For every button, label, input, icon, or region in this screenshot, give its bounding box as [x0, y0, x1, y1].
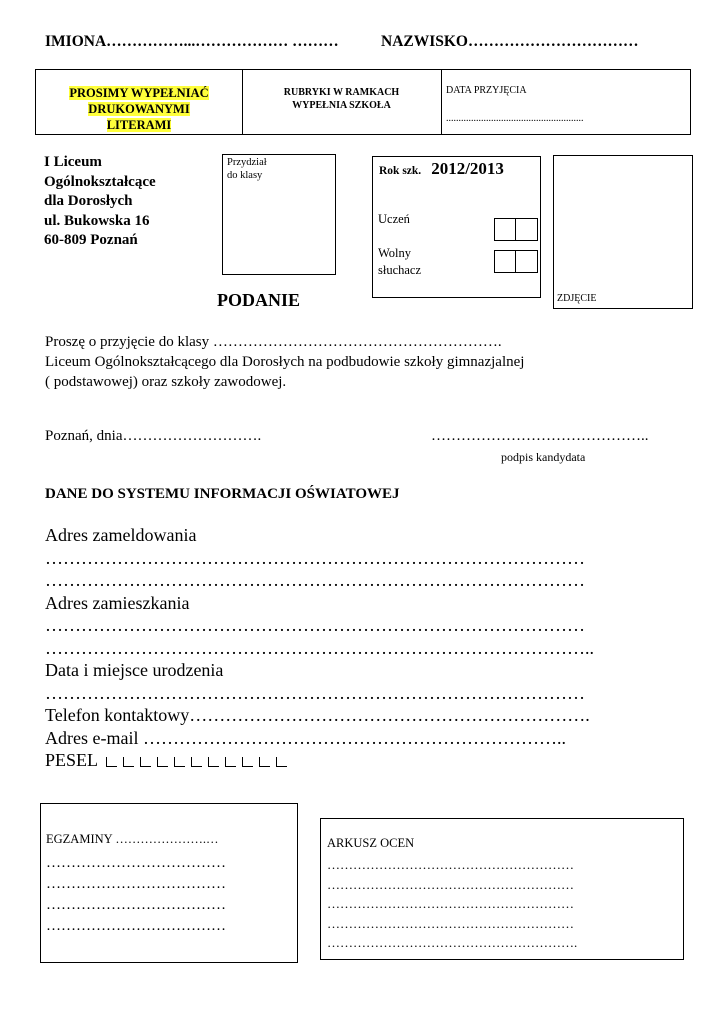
registered-address-line[interactable]: ………………………………………………………………………………	[45, 570, 585, 590]
registered-address-label: Adres zameldowania	[45, 525, 197, 545]
residence-address-line[interactable]: ………………………………………………………………………………	[45, 615, 585, 635]
capitals-instruction: PROSIMY WYPEŁNIAĆ DRUKOWANYMI LITERAMI	[69, 86, 209, 132]
surname-field[interactable]: NAZWISKO……………………………	[381, 33, 639, 50]
divider	[441, 70, 442, 134]
section-title: DANE DO SYSTEMU INFORMACJI OŚWIATOWEJ	[45, 486, 400, 502]
school-fields-note: RUBRYKI W RAMKACH WYPEŁNIA SZKOŁA	[283, 87, 400, 111]
student-checkbox[interactable]	[515, 218, 538, 241]
request-paragraph: Proszę o przyjęcie do klasy …………………………………………………. Liceum Ogólnokształcącego dla Dorosłych na podbudowie szkoły gimnazjalnej ( podstawowej) oraz szkoły zawodowej.	[45, 334, 525, 390]
school-address: I Liceum Ogólnokształcące dla Dorosłych ul. Bukowska 16 60-809 Poznań	[44, 154, 156, 248]
residence-address-label: Adres zamieszkania	[45, 592, 190, 613]
free-listener-checkbox[interactable]	[494, 250, 516, 273]
signature-caption: podpis kandydata	[501, 450, 586, 464]
photo-label: ZDJĘCIE	[557, 293, 597, 304]
first-names-field[interactable]: IMIONA……………...……………… ………	[45, 33, 339, 50]
registered-address-line[interactable]: ………………………………………………………………………………	[45, 547, 585, 568]
free-listener-label: Wolny słuchacz	[378, 246, 422, 277]
grades-label: ARKUSZ OCEN	[327, 836, 415, 850]
birth-label: Data i miejsce urodzenia	[45, 660, 224, 680]
admission-date-field[interactable]: .......................................................	[446, 113, 584, 124]
phone-field[interactable]: Telefon kontaktowy………………………………………………………….	[45, 705, 590, 725]
free-listener-checkbox[interactable]	[515, 250, 538, 273]
student-label: Uczeń	[378, 212, 410, 226]
place-date-field[interactable]: Poznań, dnia……………………….	[45, 428, 262, 444]
student-checkbox[interactable]	[494, 218, 516, 241]
pesel-field[interactable]: PESEL	[45, 749, 594, 772]
residence-address-line[interactable]: ………………………………………………………………………………..	[45, 637, 594, 658]
exams-label: EGZAMINY ………………….…	[46, 832, 219, 846]
school-year: Rok szk. 2012/2013	[379, 159, 504, 178]
email-field[interactable]: Adres e-mail ……………………………………………………………..	[45, 727, 566, 748]
photo-box[interactable]	[553, 155, 693, 309]
admission-date-label: DATA PRZYJĘCIA	[446, 85, 527, 96]
page-title: PODANIE	[217, 290, 301, 310]
grades-lines[interactable]: ………………………………………………… ………………………………………………… ………………………………………………… ………………………………………………… ………………………………………………….	[327, 857, 578, 950]
signature-field[interactable]: ……………………………………..	[431, 428, 649, 444]
data-fields	[45, 524, 594, 772]
birth-line[interactable]: ………………………………………………………………………………	[45, 682, 585, 703]
class-assignment-label: Przydział do klasy	[227, 157, 267, 181]
exams-lines[interactable]: ……………………………… ……………………………… ……………………………… ………………………………	[46, 855, 226, 934]
